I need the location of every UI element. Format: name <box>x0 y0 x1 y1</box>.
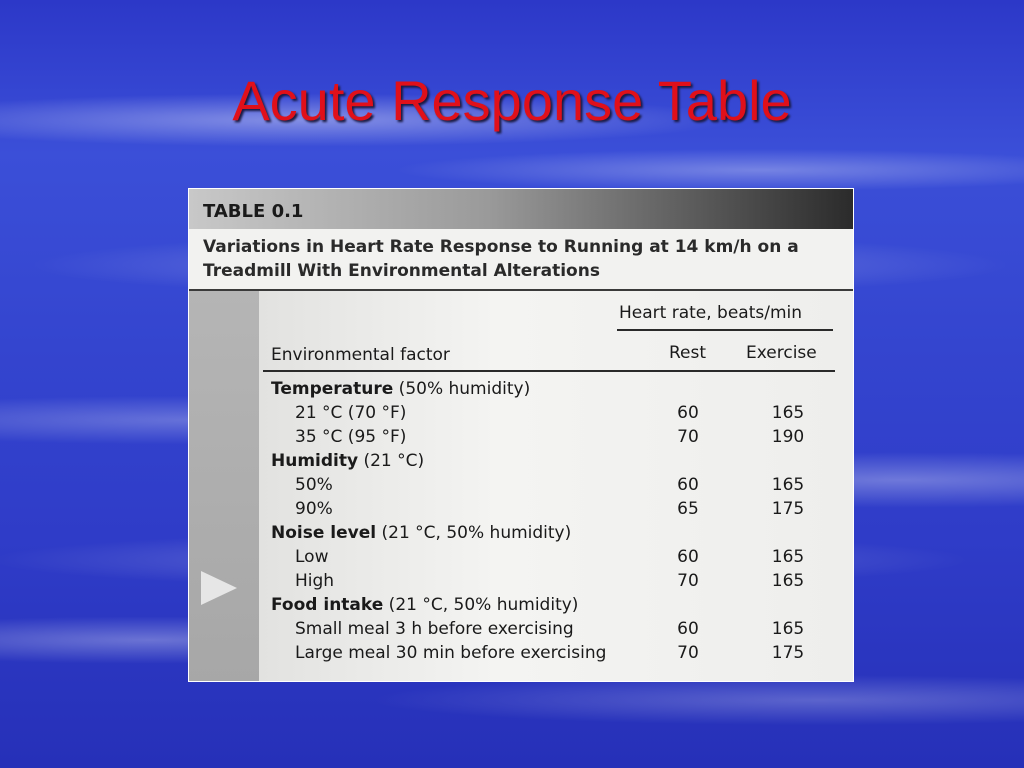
group-name: Noise level <box>271 523 377 543</box>
table-row <box>189 473 853 497</box>
table-row <box>189 425 853 449</box>
table-row <box>189 641 853 665</box>
table-row <box>189 569 853 593</box>
group-condition: (50% humidity) <box>393 379 531 399</box>
rest-cell: 60 <box>677 619 699 639</box>
group-heading <box>271 377 530 401</box>
exercise-cell: 175 <box>771 643 805 663</box>
rest-cell: 65 <box>677 499 699 519</box>
table-figure <box>188 188 854 682</box>
table-row <box>189 545 853 569</box>
exercise-cell: 165 <box>771 475 805 495</box>
table-row <box>189 377 853 401</box>
rest-cell: 60 <box>677 403 699 423</box>
exercise-cell: 190 <box>771 427 805 447</box>
group-condition: (21 °C, 50% humidity) <box>376 523 572 543</box>
table-row <box>189 401 853 425</box>
group-condition: (21 °C) <box>358 451 425 471</box>
factor-cell: 35 °C (95 °F) <box>295 427 407 447</box>
slide-title: Acute Response Table <box>232 69 792 132</box>
exercise-cell: 175 <box>771 499 805 519</box>
table-label: TABLE 0.1 <box>203 201 304 222</box>
rest-cell: 60 <box>677 475 699 495</box>
table-row <box>189 497 853 521</box>
header-divider <box>263 370 835 372</box>
rest-cell: 70 <box>677 571 699 591</box>
factor-cell: High <box>295 571 335 591</box>
rest-cell: 60 <box>677 547 699 567</box>
exercise-cell: 165 <box>771 619 805 639</box>
table-row <box>189 617 853 641</box>
factor-cell: Large meal 30 min before exercising <box>295 643 607 663</box>
rest-cell: 70 <box>677 427 699 447</box>
factor-cell: Low <box>295 547 329 567</box>
group-name: Humidity <box>271 451 359 471</box>
table-row <box>189 593 853 617</box>
group-name: Food intake <box>271 595 384 615</box>
heart-rate-divider <box>617 329 833 331</box>
factor-cell: 90% <box>295 499 333 519</box>
group-heading <box>271 449 424 473</box>
group-heading <box>271 593 578 617</box>
column-header-factor: Environmental factor <box>271 345 450 365</box>
table-rows <box>189 377 853 665</box>
factor-cell: 50% <box>295 475 333 495</box>
column-header-exercise: Exercise <box>746 343 817 363</box>
table-row <box>189 449 853 473</box>
exercise-cell: 165 <box>771 547 805 567</box>
factor-cell: 21 °C (70 °F) <box>295 403 407 423</box>
table-caption <box>203 235 833 283</box>
caption-line-2: Treadmill With Environmental Alterations <box>203 261 600 281</box>
caption-line-1: Variations in Heart Rate Response to Running at 14 km/h on a <box>203 237 799 257</box>
rest-cell: 70 <box>677 643 699 663</box>
exercise-cell: 165 <box>771 403 805 423</box>
exercise-cell: 165 <box>771 571 805 591</box>
factor-cell: Small meal 3 h before exercising <box>295 619 574 639</box>
group-heading <box>271 521 571 545</box>
heart-rate-header: Heart rate, beats/min <box>619 303 803 323</box>
group-name: Temperature <box>271 379 394 399</box>
column-header-rest: Rest <box>669 343 707 363</box>
group-condition: (21 °C, 50% humidity) <box>383 595 579 615</box>
table-row <box>189 521 853 545</box>
